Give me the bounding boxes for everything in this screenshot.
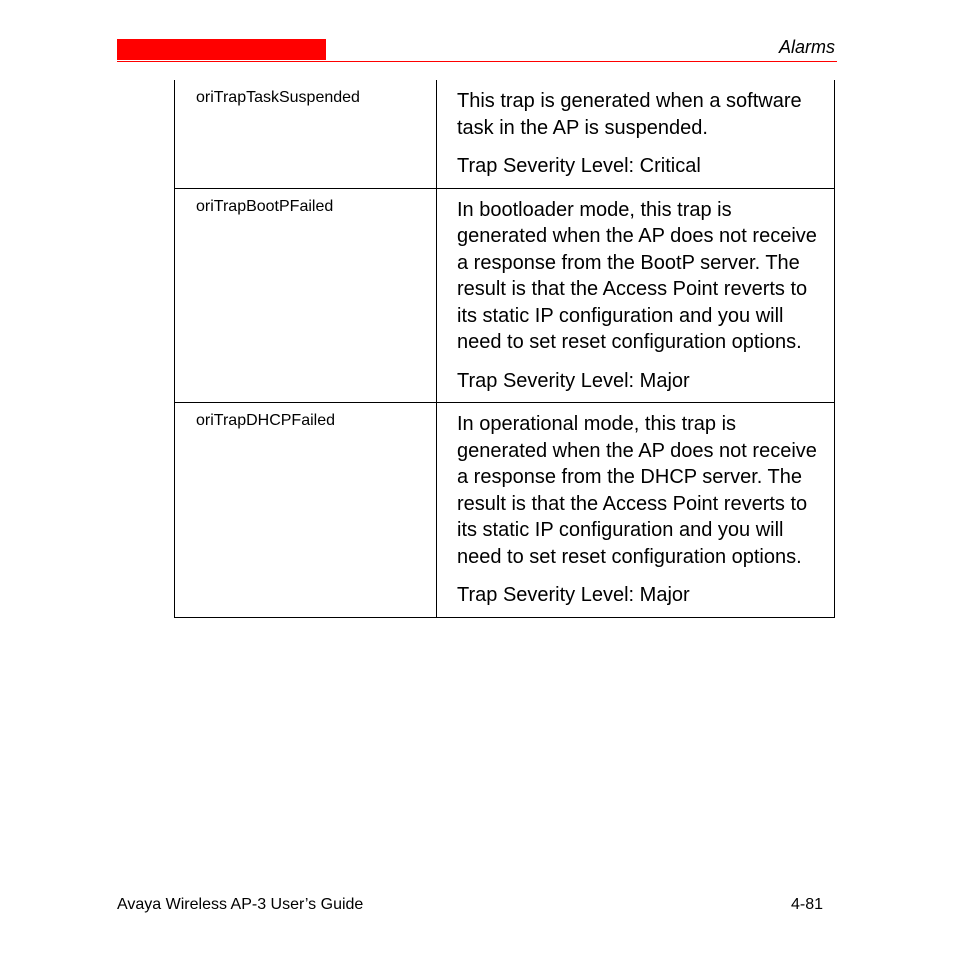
header-accent-bar (117, 39, 326, 60)
trap-name: oriTrapDHCPFailed (196, 412, 335, 429)
trap-description-cell (437, 80, 835, 188)
trap-name-cell (175, 403, 437, 618)
trap-severity: Trap Severity Level: Critical (457, 155, 701, 177)
trap-name-cell (175, 80, 437, 188)
table-row (175, 188, 835, 403)
footer-page-number: 4-81 (790, 896, 823, 913)
trap-name: oriTrapTaskSuspended (196, 89, 360, 106)
header-rule (117, 61, 837, 62)
trap-severity: Trap Severity Level: Major (457, 369, 690, 392)
trap-description-cell (437, 188, 835, 403)
trap-description-cell (437, 403, 835, 618)
trap-description: In operational mode, this trap is generated when the AP does not receive a response from the DHCP server. The result is that the Access Point reverts to its static IP configuration and you will need to set reset configuration options. (457, 413, 817, 568)
trap-description: In bootloader mode, this trap is generated when the AP does not receive a response from the BootP server. The result is that the Access Point reverts to its static IP configuration and you will need to set reset configuration options. (457, 198, 817, 353)
table-row (175, 80, 835, 188)
trap-name-cell (175, 188, 437, 403)
trap-name: oriTrapBootPFailed (196, 197, 334, 215)
trap-description: This trap is generated when a software task in the AP is suspended. (457, 90, 802, 139)
trap-severity: Trap Severity Level: Major (457, 584, 690, 606)
footer-guide-title: Avaya Wireless AP-3 User’s Guide (117, 896, 364, 913)
section-title: Alarms (778, 37, 835, 57)
table-row (175, 403, 835, 618)
trap-table (174, 80, 835, 618)
